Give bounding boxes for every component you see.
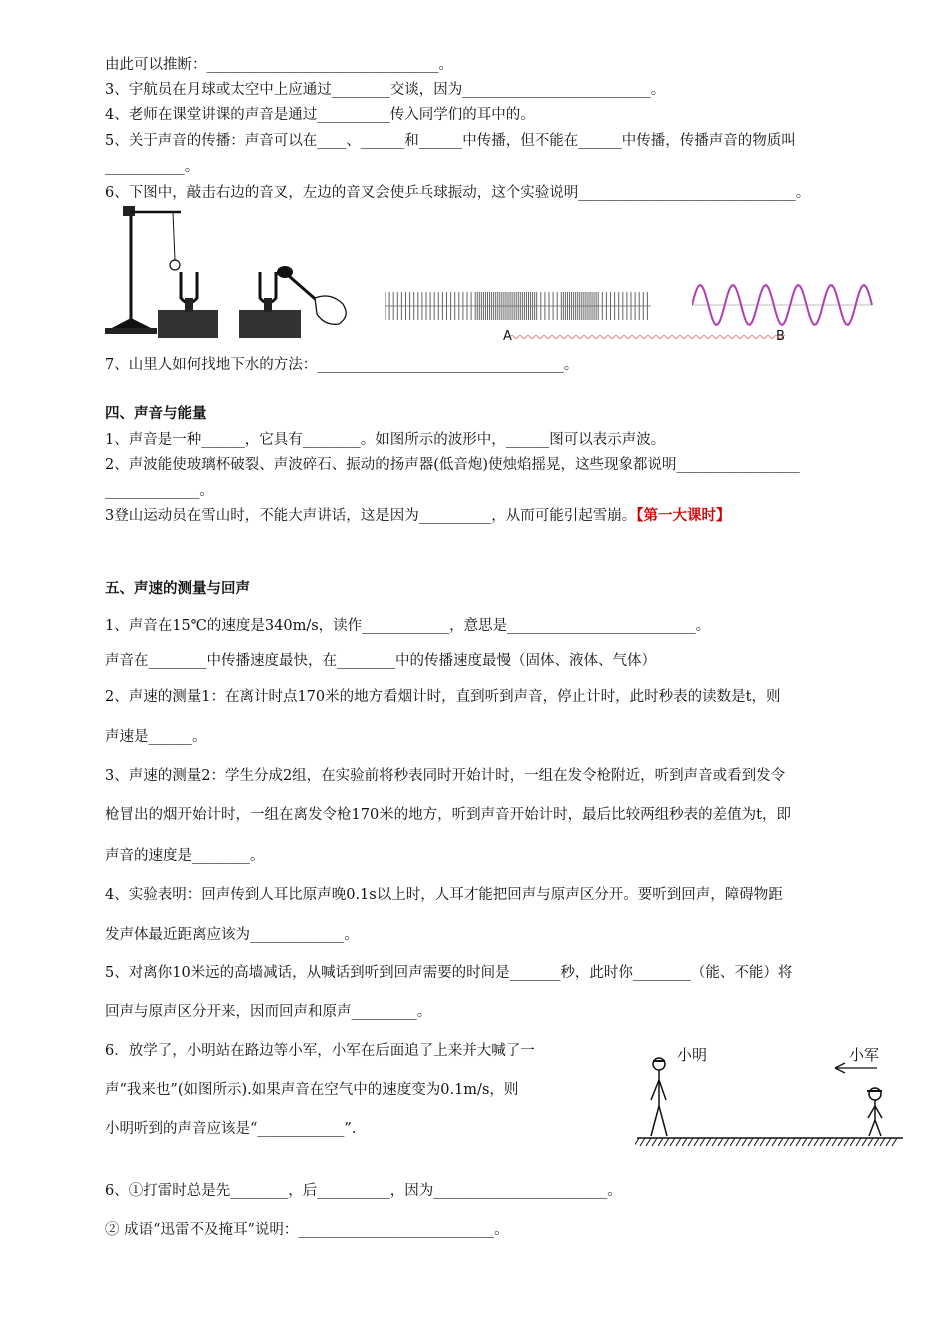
section-5-q2-line-1: 2、声速的测量1：在离计时点170米的地方看烟计时，直到听到声音，停止计时，此时秒表的读数是t，则 xyxy=(105,689,781,705)
question-4: 4、老师在课堂讲课的声音是通过__________传入同学们的耳中的。 xyxy=(105,107,535,123)
waveform-label-a: A xyxy=(503,329,512,344)
section-5-q3-line-1: 3、声速的测量2：学生分成2组，在实验前将秒表同时开始计时，一组在发令枪附近，听到声音或看到发令 xyxy=(105,768,786,784)
section-5-q1: 1、声音在15℃的速度是340m/s，读作____________，意思是__________________________。 xyxy=(105,618,711,634)
section-5-q2-line-2: 声速是______。 xyxy=(105,729,207,745)
stick-figure-scene xyxy=(635,1036,905,1151)
section-5-q5-line-2: 回声与原声区分开来，因而回声和原声_________。 xyxy=(105,1004,432,1020)
waveform-label-b: B xyxy=(776,329,785,344)
section-4-q3-text: 3登山运动员在雪山时，不能大声讲话，这是因为__________，从而可能引起雪崩。 xyxy=(105,508,637,524)
section-5-q4-line-1: 4、实验表明：回声传到人耳比原声晚0.1s以上时，人耳才能把回声与原声区分开。要听到回声，障碍物距 xyxy=(105,887,783,903)
section-4-q1: 1、声音是一种______，它具有________。如图所示的波形中，______图可以表示声波。 xyxy=(105,432,666,448)
section-5-q6-line-3: 小明听到的声音应该是“____________”. xyxy=(105,1121,357,1137)
section-5-q4-line-2: 发声体最近距离应该为_____________。 xyxy=(105,927,359,943)
section-5-q7-line-2: ② 成语“迅雷不及掩耳”说明：___________________________。 xyxy=(105,1222,509,1238)
section-5-q6-line-1: 6．放学了，小明站在路边等小军，小军在后面追了上来并大喊了一 xyxy=(105,1043,535,1059)
question-6: 6、下图中，敲击右边的音叉，左边的音叉会使乒乓球振动，这个实验说明______________________________。 xyxy=(105,185,811,201)
section-4-heading: 四、声音与能量 xyxy=(105,406,207,422)
question-3: 3、宇航员在月球或太空中上应通过________交谈，因为__________________________。 xyxy=(105,82,666,98)
section-5-q3-line-2: 枪冒出的烟开始计时，一组在离发令枪170米的地方，听到声音开始计时，最后比较两组秒表的差值为t，即 xyxy=(105,807,791,823)
section-5-q6-line-2: 声“我来也”(如图所示).如果声音在空气中的速度变为0.1m/s，则 xyxy=(105,1082,519,1098)
question-5-line-2: ___________。 xyxy=(105,159,200,175)
section-4-q2-line-2: _____________。 xyxy=(105,483,214,499)
text-line-inference: 由此可以推断：________________________________。 xyxy=(105,57,453,73)
section-5-heading: 五、声速的测量与回声 xyxy=(105,581,250,597)
section-5-q3-line-3: 声音的速度是________。 xyxy=(105,848,265,864)
label-xiaojun: 小军 xyxy=(849,1046,880,1064)
section-5-q1-line-2: 声音在________中传播速度最快，在________中的传播速度最慢（固体、液体、气体） xyxy=(105,653,656,669)
question-7: 7、山里人如何找地下水的方法：__________________________________。 xyxy=(105,357,579,373)
question-5-line-1: 5、关于声音的传播：声音可以在____、______和______中传播，但不能在______中传播，传播声音的物质叫 xyxy=(105,133,796,149)
underline-squiggle xyxy=(510,332,785,342)
section-5-q7-line-1: 6、①打雷时总是先________，后__________，因为________________________。 xyxy=(105,1183,622,1199)
section-5-q5-line-1: 5、对离你10米远的高墙减话，从喊话到听到回声需要的时间是_______秒，此时你________（能、不能）将 xyxy=(105,965,793,981)
section-4-q3 xyxy=(105,506,730,526)
label-xiaoming: 小明 xyxy=(677,1046,708,1064)
section-4-q2-line-1: 2、声波能使玻璃杯破裂、声波碎石、振动的扬声器(低音炮)使烛焰摇晃，这些现象都说明_________________ xyxy=(105,457,800,473)
tuning-fork-figure xyxy=(103,200,355,342)
lesson-tag: 【第一大课时】 xyxy=(636,508,731,524)
